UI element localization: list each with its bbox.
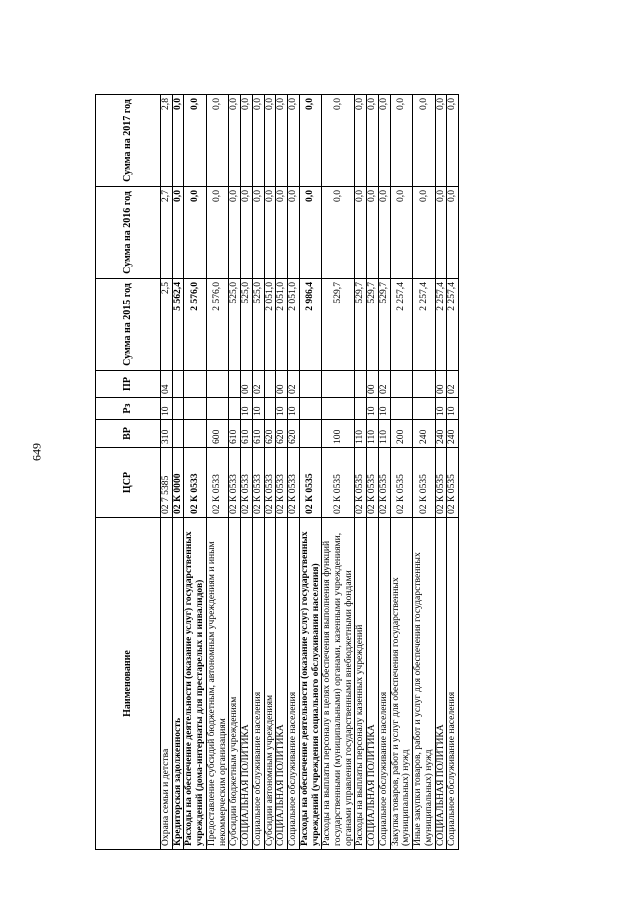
cell-name: СОЦИАЛЬНАЯ ПОЛИТИКА <box>367 518 379 850</box>
header-name: Наименование <box>96 518 161 850</box>
table-row <box>299 95 321 850</box>
cell-csr: 02 К 0533 <box>252 448 264 518</box>
cell-rz <box>355 398 367 420</box>
cell-2015: 529,7 <box>367 279 379 371</box>
cell-pr <box>390 371 412 398</box>
cell-2015: 2 986,4 <box>299 279 321 371</box>
cell-2015: 2 051,0 <box>264 279 276 371</box>
cell-2016: 0,0 <box>413 187 435 279</box>
cell-2017: 0,0 <box>264 95 276 187</box>
cell-csr: 02 К 0535 <box>435 448 447 518</box>
cell-2015: 2 051,0 <box>276 279 288 371</box>
cell-csr: 02 К 0535 <box>413 448 435 518</box>
cell-csr: 02 К 0533 <box>241 448 253 518</box>
cell-name: Социальное обслуживание населения <box>252 518 264 850</box>
cell-pr: 04 <box>161 371 173 398</box>
cell-name: СОЦИАЛЬНАЯ ПОЛИТИКА <box>241 518 253 850</box>
header-2016: Сумма на 2016 год <box>96 187 161 279</box>
cell-vr <box>184 420 206 448</box>
cell-2015: 2 576,0 <box>184 279 206 371</box>
rotated-table-wrapper <box>95 95 545 850</box>
cell-pr <box>184 371 206 398</box>
cell-2015: 2 257,4 <box>413 279 435 371</box>
cell-csr: 02 К 0533 <box>184 448 206 518</box>
cell-pr: 00 <box>435 371 447 398</box>
cell-pr: 02 <box>378 371 390 398</box>
cell-rz <box>322 398 355 420</box>
cell-2015: 2 257,4 <box>435 279 447 371</box>
cell-name: Предоставление субсидий бюджетным, автономным учреждениям и иным некоммерческим организациям <box>206 518 228 850</box>
table-row <box>241 95 253 850</box>
cell-2016: 0,0 <box>367 187 379 279</box>
table-row <box>355 95 367 850</box>
cell-rz: 10 <box>252 398 264 420</box>
cell-rz <box>413 398 435 420</box>
cell-rz <box>184 398 206 420</box>
table-row <box>447 95 459 850</box>
header-2017: Сумма на 2017 год <box>96 95 161 187</box>
cell-rz: 10 <box>161 398 173 420</box>
cell-2017: 0,0 <box>252 95 264 187</box>
table-row <box>288 95 300 850</box>
cell-pr <box>172 371 184 398</box>
cell-csr: 02 К 0535 <box>378 448 390 518</box>
table-row <box>161 95 173 850</box>
cell-csr: 02 К 0533 <box>288 448 300 518</box>
cell-2016: 0,0 <box>288 187 300 279</box>
cell-2015: 2 257,4 <box>390 279 412 371</box>
cell-rz: 10 <box>435 398 447 420</box>
cell-pr <box>229 371 241 398</box>
cell-2017: 0,0 <box>447 95 459 187</box>
cell-2015: 525,0 <box>241 279 253 371</box>
cell-name: СОЦИАЛЬНАЯ ПОЛИТИКА <box>435 518 447 850</box>
cell-pr <box>322 371 355 398</box>
table-row <box>378 95 390 850</box>
cell-rz: 10 <box>276 398 288 420</box>
page-number: 649 <box>29 443 44 461</box>
table-row <box>367 95 379 850</box>
cell-rz <box>299 398 321 420</box>
cell-vr: 240 <box>447 420 459 448</box>
table-row <box>435 95 447 850</box>
cell-rz <box>172 398 184 420</box>
cell-csr: 02 К 0533 <box>264 448 276 518</box>
cell-2016: 0,0 <box>447 187 459 279</box>
cell-2015: 525,0 <box>229 279 241 371</box>
cell-csr: 02 К 0535 <box>390 448 412 518</box>
table-row <box>206 95 228 850</box>
cell-rz: 10 <box>378 398 390 420</box>
cell-name: Расходы на обеспечение деятельности (оказание услуг) государственных учреждений (учреждения социального обслуживания населения) <box>299 518 321 850</box>
cell-2015: 529,7 <box>378 279 390 371</box>
cell-pr <box>206 371 228 398</box>
cell-2015: 529,7 <box>322 279 355 371</box>
table-row <box>413 95 435 850</box>
table-row <box>322 95 355 850</box>
cell-vr: 610 <box>241 420 253 448</box>
cell-2016: 0,0 <box>252 187 264 279</box>
cell-2016: 0,0 <box>206 187 228 279</box>
cell-pr <box>264 371 276 398</box>
cell-csr: 02 К 0533 <box>276 448 288 518</box>
cell-rz: 10 <box>367 398 379 420</box>
cell-rz: 10 <box>241 398 253 420</box>
cell-vr: 310 <box>161 420 173 448</box>
table-row <box>276 95 288 850</box>
cell-csr: 02 7 5385 <box>161 448 173 518</box>
cell-vr: 110 <box>367 420 379 448</box>
cell-2016: 0,0 <box>435 187 447 279</box>
cell-csr: 02 К 0533 <box>229 448 241 518</box>
cell-vr: 620 <box>264 420 276 448</box>
table-row <box>229 95 241 850</box>
cell-pr: 02 <box>288 371 300 398</box>
cell-name: Охрана семьи и детства <box>161 518 173 850</box>
cell-2017: 0,0 <box>435 95 447 187</box>
cell-rz: 10 <box>288 398 300 420</box>
budget-table <box>95 94 459 850</box>
cell-pr: 02 <box>252 371 264 398</box>
cell-vr: 610 <box>229 420 241 448</box>
cell-vr: 240 <box>413 420 435 448</box>
table-row <box>184 95 206 850</box>
cell-csr: 02 К 0535 <box>322 448 355 518</box>
header-vr: ВР <box>96 420 161 448</box>
cell-vr: 610 <box>252 420 264 448</box>
cell-vr: 620 <box>276 420 288 448</box>
cell-vr <box>172 420 184 448</box>
cell-name: Расходы на выплаты персоналу казенных учреждений <box>355 518 367 850</box>
cell-name: Субсидии бюджетным учреждениям <box>229 518 241 850</box>
cell-rz <box>390 398 412 420</box>
cell-csr: 02 К 0533 <box>206 448 228 518</box>
cell-2015: 2 257,4 <box>447 279 459 371</box>
cell-2017: 0,0 <box>355 95 367 187</box>
header-pr: ПР <box>96 371 161 398</box>
cell-pr: 00 <box>276 371 288 398</box>
cell-vr: 110 <box>355 420 367 448</box>
cell-2016: 0,0 <box>229 187 241 279</box>
cell-2017: 0,0 <box>172 95 184 187</box>
cell-2015: 2,5 <box>161 279 173 371</box>
cell-vr: 100 <box>322 420 355 448</box>
cell-pr <box>299 371 321 398</box>
cell-name: Расходы на обеспечение деятельности (оказание услуг) государственных учреждений (дома-интернаты для престарелых и инвалидов) <box>184 518 206 850</box>
cell-vr: 600 <box>206 420 228 448</box>
cell-2015: 529,7 <box>355 279 367 371</box>
cell-rz: 10 <box>447 398 459 420</box>
table-row <box>172 95 184 850</box>
cell-rz <box>206 398 228 420</box>
cell-2015: 2 051,0 <box>288 279 300 371</box>
cell-csr: 02 К 0000 <box>172 448 184 518</box>
cell-2017: 2,8 <box>161 95 173 187</box>
header-2015: Сумма на 2015 год <box>96 279 161 371</box>
cell-pr: 00 <box>241 371 253 398</box>
cell-name: Кредиторская задолженность <box>172 518 184 850</box>
cell-vr: 110 <box>378 420 390 448</box>
cell-pr <box>355 371 367 398</box>
cell-name: Субсидии автономным учреждениям <box>264 518 276 850</box>
cell-2017: 0,0 <box>390 95 412 187</box>
cell-2016: 0,0 <box>378 187 390 279</box>
header-rz: Рз <box>96 398 161 420</box>
cell-2017: 0,0 <box>229 95 241 187</box>
cell-pr <box>413 371 435 398</box>
cell-2016: 0,0 <box>241 187 253 279</box>
cell-csr: 02 К 0535 <box>367 448 379 518</box>
cell-2017: 0,0 <box>288 95 300 187</box>
cell-2017: 0,0 <box>276 95 288 187</box>
cell-csr: 02 К 0535 <box>299 448 321 518</box>
cell-2016: 0,0 <box>172 187 184 279</box>
cell-2017: 0,0 <box>413 95 435 187</box>
cell-2017: 0,0 <box>378 95 390 187</box>
cell-2017: 0,0 <box>206 95 228 187</box>
table-body <box>161 95 459 850</box>
cell-2016: 0,0 <box>276 187 288 279</box>
cell-name: Иные закупки товаров, работ и услуг для обеспечения государственных (муниципальных) нужд <box>413 518 435 850</box>
cell-pr: 02 <box>447 371 459 398</box>
cell-name: Закупка товаров, работ и услуг для обеспечения государственных (муниципальных) нужд <box>390 518 412 850</box>
header-csr: ЦСР <box>96 448 161 518</box>
cell-2017: 0,0 <box>241 95 253 187</box>
cell-name: Расходы на выплаты персоналу в целях обеспечения выполнения функций государственными (муниципальными) органами, казенными учреждениями, органами управления государственными внебюджетными фондами <box>322 518 355 850</box>
table-row <box>252 95 264 850</box>
cell-2015: 525,0 <box>252 279 264 371</box>
cell-2016: 2,7 <box>161 187 173 279</box>
cell-2016: 0,0 <box>390 187 412 279</box>
cell-vr: 240 <box>435 420 447 448</box>
cell-rz <box>229 398 241 420</box>
cell-2017: 0,0 <box>367 95 379 187</box>
cell-2017: 0,0 <box>322 95 355 187</box>
cell-vr: 200 <box>390 420 412 448</box>
cell-csr: 02 К 0535 <box>447 448 459 518</box>
cell-2015: 2 576,0 <box>206 279 228 371</box>
cell-2017: 0,0 <box>184 95 206 187</box>
cell-csr: 02 К 0535 <box>355 448 367 518</box>
cell-2016: 0,0 <box>355 187 367 279</box>
cell-pr: 00 <box>367 371 379 398</box>
table-header-row <box>96 95 161 850</box>
cell-name: Социальное обслуживание населения <box>288 518 300 850</box>
cell-2015: 5 562,4 <box>172 279 184 371</box>
cell-name: Социальное обслуживание населения <box>447 518 459 850</box>
cell-vr <box>299 420 321 448</box>
table-row <box>390 95 412 850</box>
cell-vr: 620 <box>288 420 300 448</box>
cell-name: СОЦИАЛЬНАЯ ПОЛИТИКА <box>276 518 288 850</box>
cell-2017: 0,0 <box>299 95 321 187</box>
table-row <box>264 95 276 850</box>
cell-2016: 0,0 <box>184 187 206 279</box>
cell-name: Социальное обслуживание населения <box>378 518 390 850</box>
cell-2016: 0,0 <box>264 187 276 279</box>
cell-2016: 0,0 <box>299 187 321 279</box>
cell-2016: 0,0 <box>322 187 355 279</box>
cell-rz <box>264 398 276 420</box>
